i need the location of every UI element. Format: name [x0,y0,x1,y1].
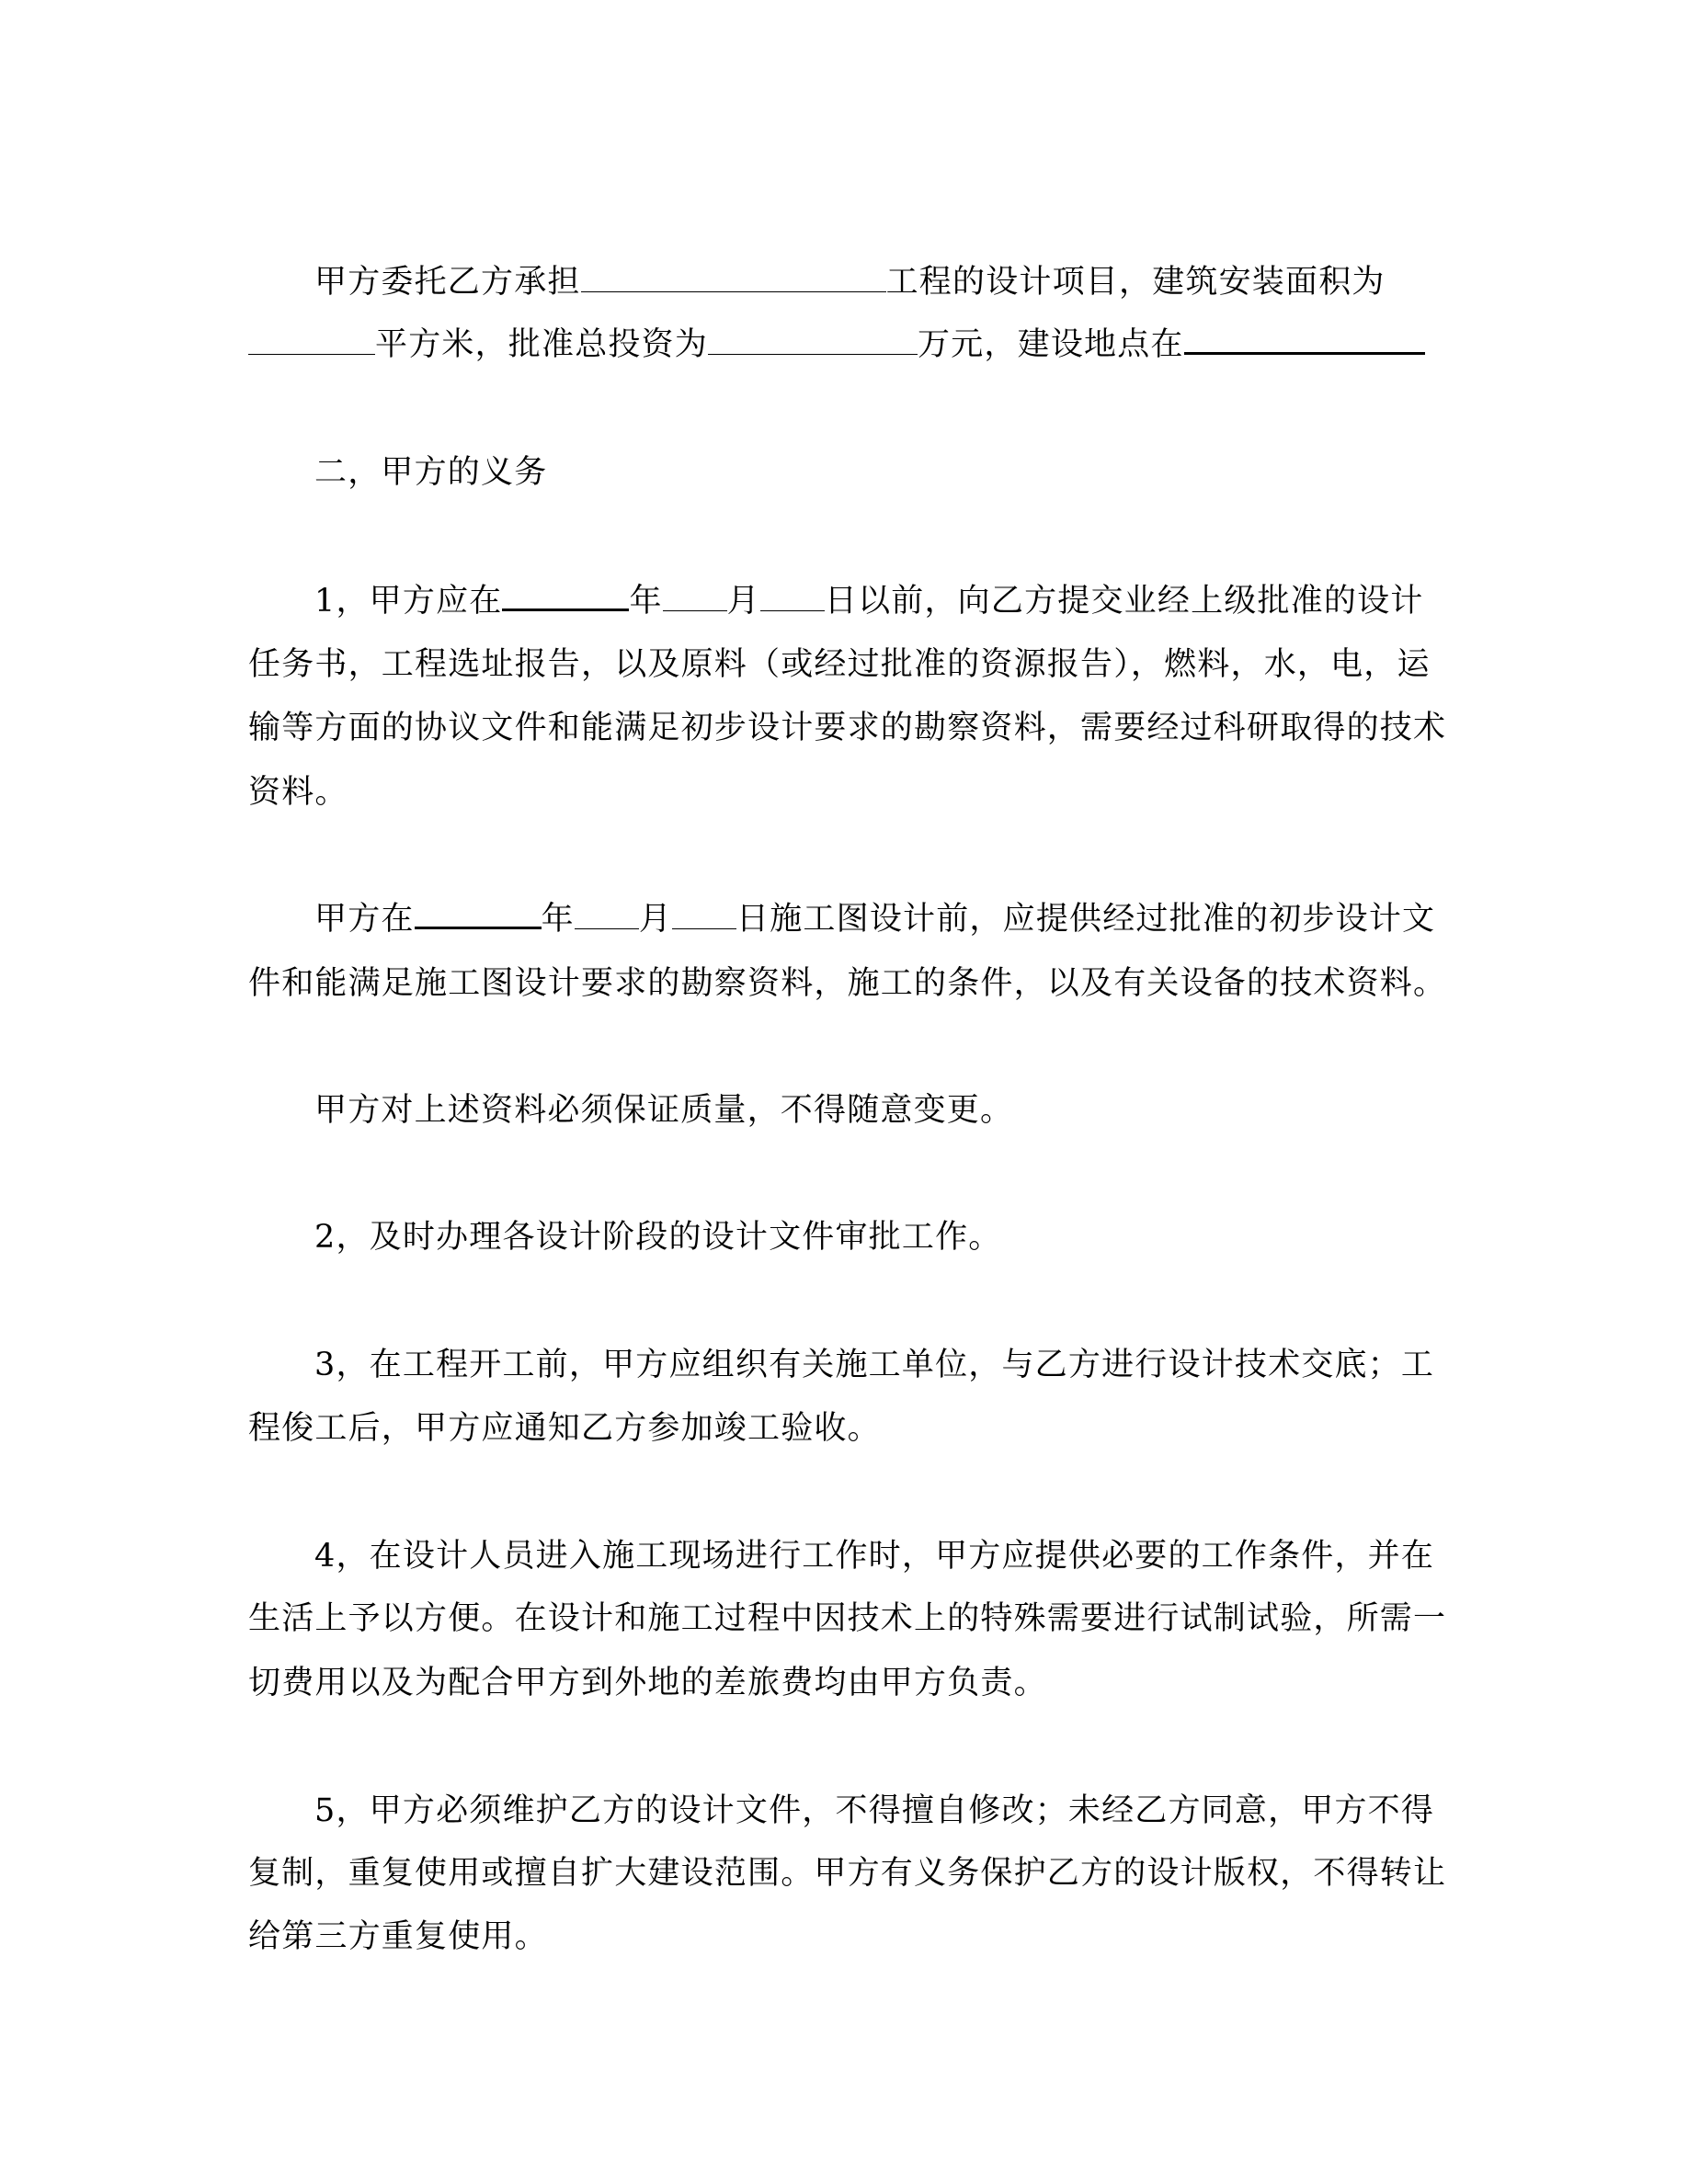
paragraph-line: 4，在设计人员进入施工现场进行工作时，甲方应提供必要的工作条件，并在 [314,1538,1435,1575]
text: 平方米，批准总投资为 [375,326,709,363]
blank-field [575,901,639,929]
blank-field [708,326,918,355]
text: 月 [638,901,673,938]
paragraph-line: 甲方对上述资料必须保证质量，不得随意变更。 [314,1092,1014,1129]
text: 工程的设计项目，建筑安装面积为 [885,264,1386,301]
text: 1，甲方应在 [314,583,503,620]
paragraph-line: 生活上予以方便。在设计和施工过程中因技术上的特殊需要进行试制试验，所需一 [248,1600,1447,1637]
paragraph-line: 2，及时办理各设计阶段的设计文件审批工作。 [314,1219,1002,1256]
blank-field [415,899,542,929]
paragraph-line: 程俊工后，甲方应通知乙方参加竣工验收。 [248,1410,881,1447]
blank-field [502,581,629,611]
paragraph-line: 5，甲方必须维护乙方的设计文件，不得擅自修改；未经乙方同意，甲方不得 [314,1792,1435,1829]
text: 甲方在 [314,901,415,938]
blank-field [248,326,375,355]
paragraph-line: 切费用以及为配合甲方到外地的差旅费均由甲方负责。 [248,1665,1047,1701]
paragraph-line: 复制，重复使用或擅自扩大建设范围。甲方有义务保护乙方的设计版权，不得转让 [248,1855,1447,1892]
text: 年 [629,583,663,620]
paragraph-line: 资料。 [248,774,348,811]
text: 甲方委托乙方承担 [314,264,581,301]
blank-field [663,583,727,611]
paragraph-line [314,899,1434,939]
text: 万元，建设地点在 [918,326,1184,363]
paragraph-line [314,262,1434,302]
blank-field [760,583,825,611]
paragraph-line [248,324,1434,365]
paragraph-line: 输等方面的协议文件和能满足初步设计要求的勘察资料，需要经过科研取得的技术 [248,710,1447,746]
paragraph-line: 件和能满足施工图设计要求的勘察资料，施工的条件，以及有关设备的技术资料。 [248,965,1447,1002]
section-heading: 二，甲方的义务 [314,454,548,491]
paragraph-line [314,581,1434,621]
paragraph-line: 任务书，工程选址报告，以及原料（或经过批准的资源报告），燃料，水，电，运 [248,646,1431,683]
text: 日施工图设计前，应提供经过批准的初步设计文 [736,901,1436,938]
blank-field [581,264,886,292]
blank-field [1184,324,1425,355]
text: 月 [726,583,760,620]
paragraph-line: 3，在工程开工前，甲方应组织有关施工单位，与乙方进行设计技术交底；工 [314,1347,1435,1383]
blank-field [672,901,736,929]
text: 年 [541,901,575,938]
text: 日以前，向乙方提交业经上级批准的设计 [824,583,1424,620]
paragraph-line: 给第三方重复使用。 [248,1918,548,1955]
